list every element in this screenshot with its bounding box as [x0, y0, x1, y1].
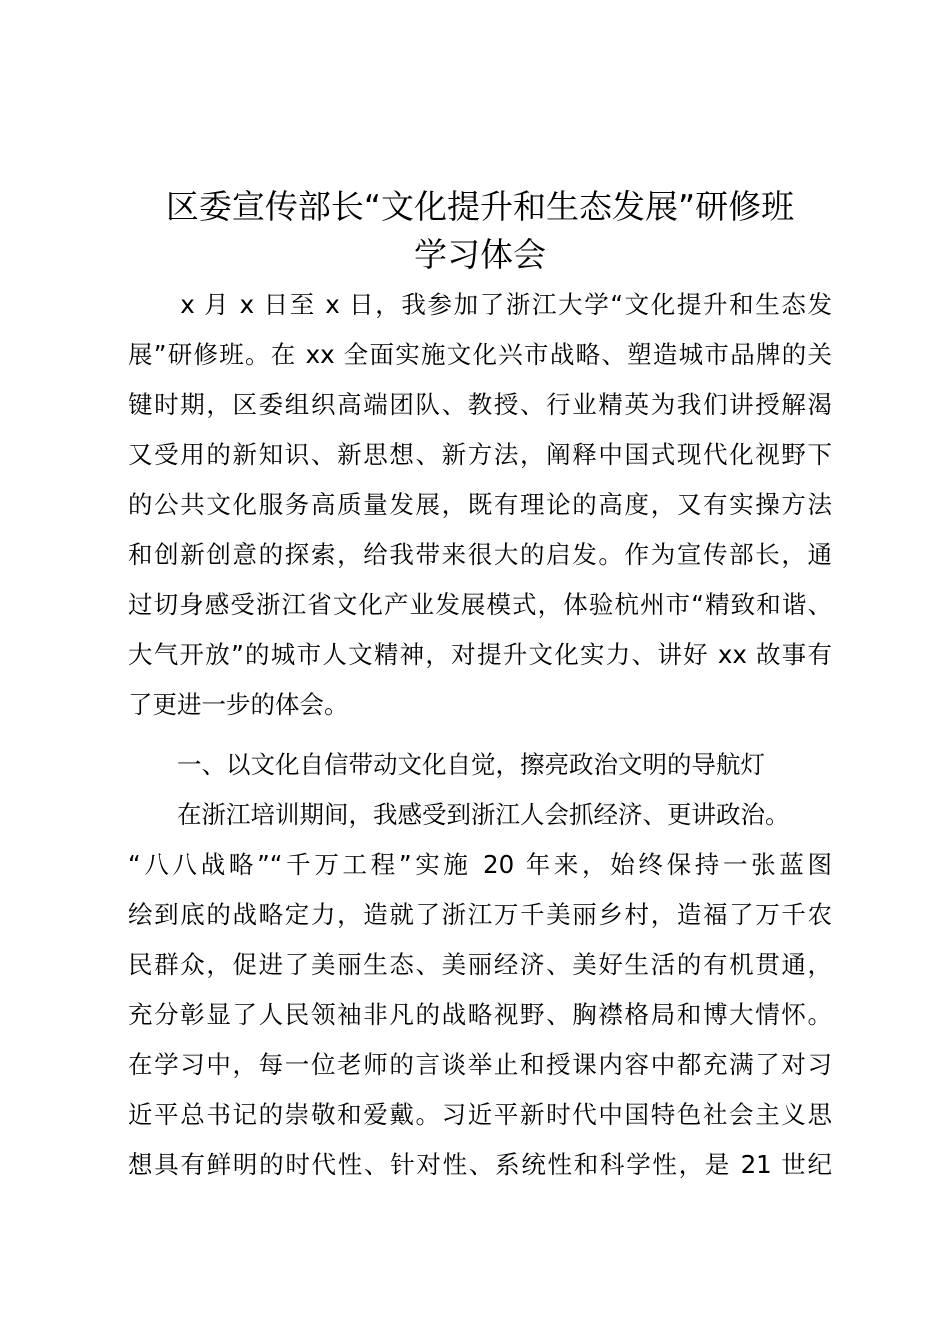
- text-line: 民群众，促进了美丽生态、美丽经济、美好生活的有机贯通，: [128, 950, 832, 979]
- text-line: “八八战略”“千万工程”实施 20 年来，始终保持一张蓝图: [128, 850, 832, 879]
- text-line: 在浙江培训期间，我感受到浙江人会抓经济、更讲政治。: [128, 800, 790, 829]
- document-title-line-1: 区委宣传部长“文化提升和生态发展”研修班: [165, 187, 795, 226]
- paragraph-intro: [128, 280, 832, 730]
- text-line: 想具有鲜明的时代性、针对性、系统性和科学性，是 21 世纪: [128, 1150, 832, 1179]
- text-line: 又受用的新知识、新思想、新方法，阐释中国式现代化视野下: [128, 440, 832, 469]
- text-line: 过切身感受浙江省文化产业发展模式，体验杭州市“精致和谐、: [128, 590, 832, 619]
- text-line: 在学习中，每一位老师的言谈举止和授课内容中都充满了对习: [128, 1050, 832, 1079]
- text-line: 展”研修班。在 xx 全面实施文化兴市战略、塑造城市品牌的关: [128, 340, 832, 369]
- text-line: x 月 x 日至 x 日，我参加了浙江大学“文化提升和生态发: [128, 290, 832, 319]
- text-line: 的公共文化服务高质量发展，既有理论的高度，又有实操方法: [128, 490, 832, 519]
- section-heading: [128, 740, 832, 790]
- text-line: 大气开放”的城市人文精神，对提升文化实力、讲好 xx 故事有: [128, 640, 832, 669]
- text-line: 充分彰显了人民领袖非凡的战略视野、胸襟格局和博大情怀。: [128, 1000, 832, 1029]
- text-line: 近平总书记的崇敬和爱戴。习近平新时代中国特色社会主义思: [128, 1100, 832, 1129]
- paragraph-body: [128, 790, 832, 1190]
- document-body: [128, 280, 832, 1190]
- document-title-line-2: 学习体会: [414, 235, 546, 274]
- text-line: 一、以文化自信带动文化自觉，擦亮政治文明的导航灯: [128, 750, 765, 779]
- text-line: 了更进一步的体会。: [128, 690, 349, 719]
- text-line: 键时期，区委组织高端团队、教授、行业精英为我们讲授解渴: [128, 390, 832, 419]
- text-line: 和创新创意的探索，给我带来很大的启发。作为宣传部长，通: [128, 540, 832, 569]
- text-line: 绘到底的战略定力，造就了浙江万千美丽乡村，造福了万千农: [128, 900, 832, 929]
